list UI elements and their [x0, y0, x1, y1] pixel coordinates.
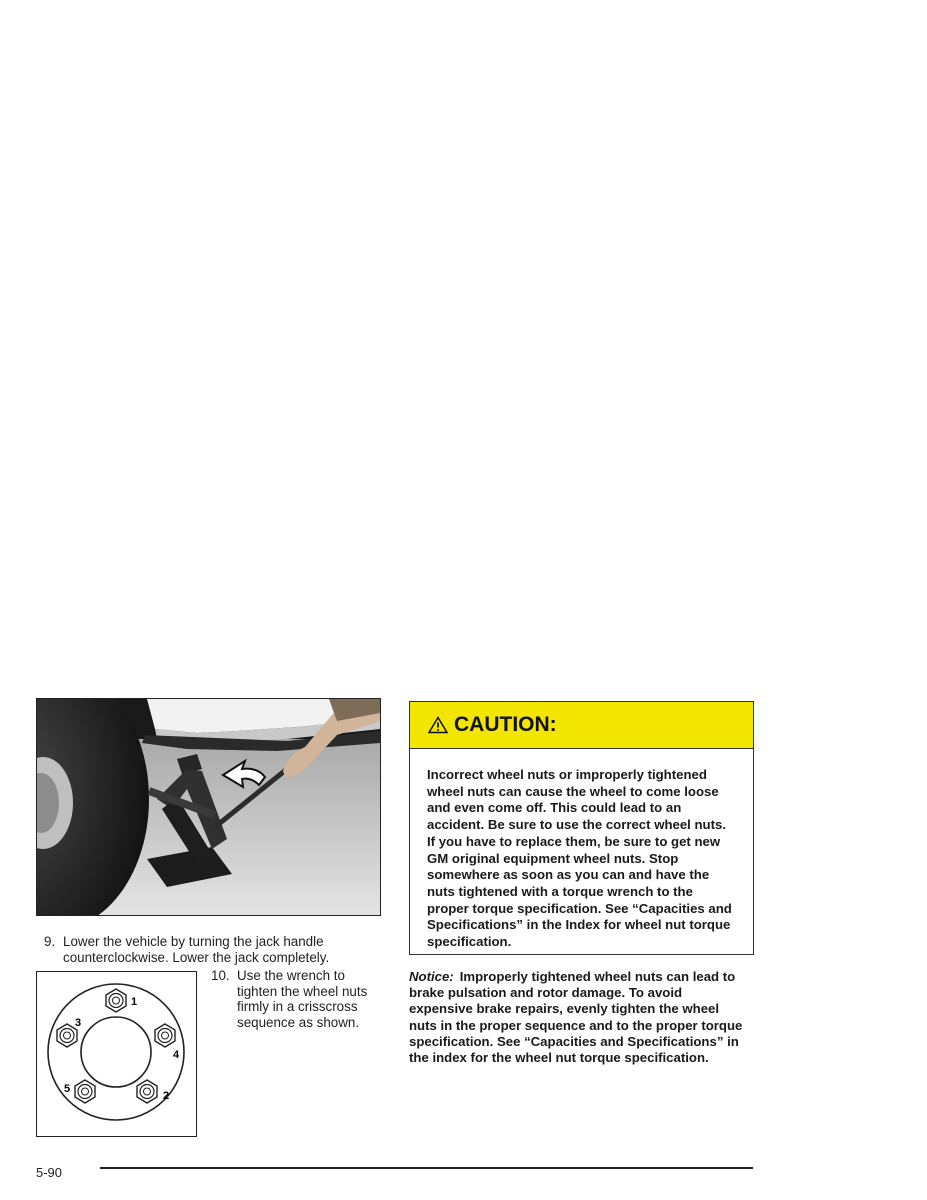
jack-lowering-illustration — [37, 699, 380, 915]
step-9 — [44, 934, 374, 965]
jack-lowering-photo — [36, 698, 381, 916]
lug-nut-3 — [57, 1024, 77, 1047]
step-10-text: Use the wrench to tighten the wheel nuts firmly in a crisscross sequence as shown. — [237, 968, 368, 1030]
lug-label-2: 2 — [163, 1090, 170, 1102]
caution-title: CAUTION: — [454, 713, 557, 736]
caution-text: Incorrect wheel nuts or improperly tightened wheel nuts can cause the wheel to come loose and even come off. This could lead to an accident. Be sure to use the correct wheel nuts. If you have to replace them, be sure to get new GM original equipment wheel nuts. Stop somewhere as soon as you can and have the nuts tightened with a torque wrench to the proper torque specification. See “Capacities and Specifications” in the Index for wheel nut torque specification. — [427, 767, 732, 950]
footer-divider — [100, 1167, 753, 1169]
step-9-text: Lower the vehicle by turning the jack handle counterclockwise. Lower the jack completely. — [63, 934, 330, 965]
lug-label-3: 3 — [75, 1017, 82, 1029]
caution-header — [410, 702, 753, 749]
lug-nut-5 — [75, 1080, 95, 1103]
lug-label-1: 1 — [131, 996, 138, 1008]
lug-nut-2 — [137, 1080, 157, 1103]
notice-label: Notice: — [409, 969, 454, 984]
warning-triangle-icon — [428, 716, 448, 734]
lug-label-4: 4 — [173, 1049, 180, 1061]
lug-label-5: 5 — [64, 1083, 71, 1095]
notice-paragraph — [409, 969, 749, 1066]
step-10 — [211, 968, 381, 1030]
lug-nut-1 — [106, 989, 126, 1012]
caution-box — [409, 701, 754, 955]
lug-nut-sequence-diagram — [36, 971, 197, 1137]
page-number: 5-90 — [36, 1165, 63, 1180]
step-9-number: 9. — [44, 934, 56, 949]
notice-text: Improperly tightened wheel nuts can lead to brake pulsation and rotor damage. To avoid expensive brake repairs, evenly tighten the wheel nuts in the proper sequence and to the proper torque specification. See “Capacities and Specifications” in the index for the wheel nut torque specification. — [409, 969, 743, 1066]
step-10-number: 10. — [211, 968, 230, 983]
lug-nut-4 — [155, 1024, 175, 1047]
